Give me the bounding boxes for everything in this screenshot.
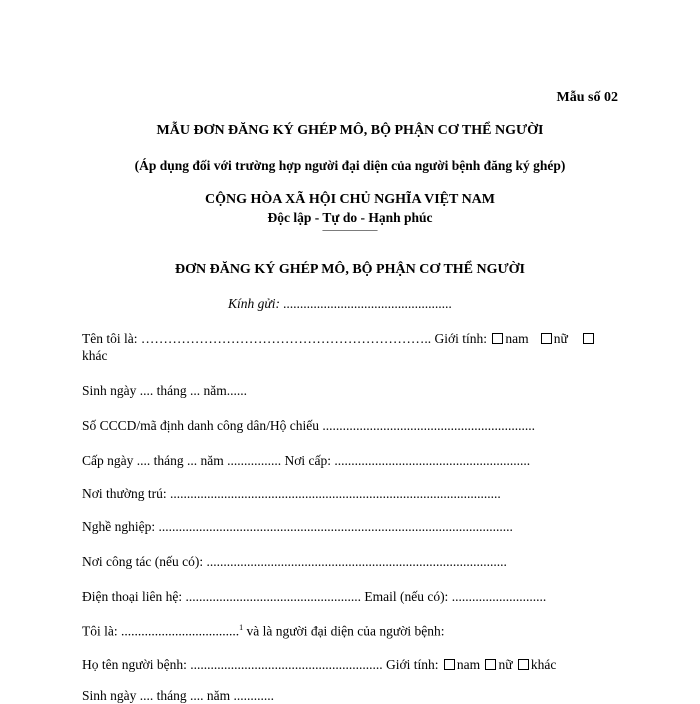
occupation-line: Nghề nghiệp: ......................................................................................................... bbox=[82, 519, 513, 534]
patient-other-label: khác bbox=[530, 657, 557, 672]
id-line: Số CCCD/mã định danh công dân/Hộ chiếu ............................................................... bbox=[82, 418, 535, 433]
form-number: Mẫu số 02 bbox=[556, 90, 618, 105]
workplace-line: Nơi công tác (nếu có): ......................................................................................... bbox=[82, 554, 507, 569]
application-title: ĐƠN ĐĂNG KÝ GHÉP MÔ, BỘ PHẬN CƠ THỂ NGƯỜI bbox=[174, 262, 525, 277]
name-gender-line bbox=[82, 331, 596, 347]
patient-male-label: nam bbox=[456, 657, 481, 672]
dob-line: Sinh ngày .... tháng ... năm...... bbox=[82, 383, 247, 398]
other-checkbox[interactable] bbox=[583, 333, 594, 344]
male-checkbox[interactable] bbox=[492, 333, 503, 344]
relation-line bbox=[82, 623, 445, 640]
phone-email-line: Điện thoại liên hệ: .................................................... Email (nếu có): ............................ bbox=[82, 589, 547, 604]
female-label: nữ bbox=[553, 331, 568, 346]
footnote-marker: 1 bbox=[239, 623, 244, 632]
patient-dob-line: Sinh ngày .... tháng .... năm ............ bbox=[82, 688, 274, 703]
patient-line bbox=[82, 657, 556, 673]
form-subheading: (Áp dụng đối với trường hợp người đại diện của người bệnh đăng ký ghép) bbox=[134, 158, 566, 173]
form-heading: MẪU ĐƠN ĐĂNG KÝ GHÉP MÔ, BỘ PHẬN CƠ THỂ NGƯỜI bbox=[156, 123, 544, 138]
name-label: Tên tôi là: ……………………………………………………….. Giới tính: bbox=[82, 331, 487, 346]
male-label: nam bbox=[505, 331, 529, 346]
residence-line: Nơi thường trú: .................................................................................................. bbox=[82, 486, 501, 501]
patient-female-checkbox[interactable] bbox=[485, 659, 496, 670]
patient-female-label: nữ bbox=[498, 657, 513, 672]
motto-rule: ————— bbox=[322, 224, 378, 236]
addressee-line: Kính gửi: .................................................. bbox=[228, 296, 453, 311]
national-motto: Độc lập - Tự do - Hạnh phúc bbox=[267, 210, 433, 225]
female-checkbox[interactable] bbox=[541, 333, 552, 344]
patient-name-label: Họ tên người bệnh: ......................................................... Giới tính: bbox=[82, 657, 439, 672]
relation-label: Tôi là: ................................... bbox=[82, 623, 240, 639]
patient-other-checkbox[interactable] bbox=[518, 659, 529, 670]
issue-line: Cấp ngày .... tháng ... năm ................ Nơi cấp: .......................................................... bbox=[82, 453, 531, 468]
other-gender-label: khác bbox=[82, 348, 108, 363]
relation-text: và là người đại diện của người bệnh: bbox=[243, 623, 445, 639]
national-name: CỘNG HÒA XÃ HỘI CHỦ NGHĨA VIỆT NAM bbox=[204, 192, 495, 207]
patient-male-checkbox[interactable] bbox=[444, 659, 455, 670]
